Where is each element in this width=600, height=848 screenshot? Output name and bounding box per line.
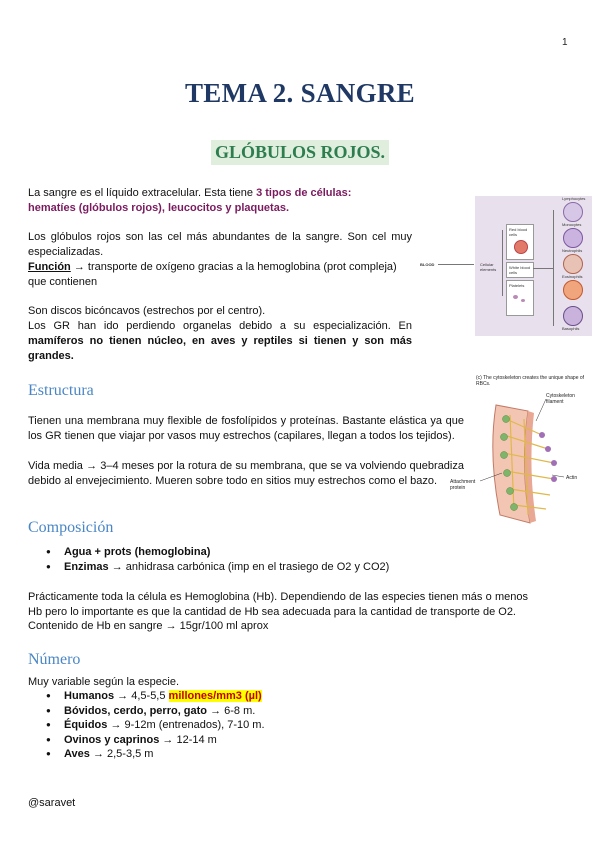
- funcion-paragraph: [28, 260, 412, 290]
- funcion-text: → transporte de oxígeno gracias a la hemoglobina (prot compleja) que contienen: [28, 261, 397, 288]
- numero-list: [28, 689, 265, 762]
- numero-intro: Muy variable según la especie.: [28, 676, 180, 688]
- composicion-list: [28, 545, 389, 574]
- intro-p1-text: La sangre es el líquido extracelular. Esta tiene: [28, 187, 257, 199]
- fig1-l3: Neutrophils: [562, 248, 583, 253]
- intro-paragraph-1: [28, 186, 388, 216]
- fig1-connector: [438, 264, 474, 265]
- composicion-item-text: → anhidrasa carbónica (imp en el trasiego de O2 y CO2): [108, 560, 390, 573]
- fig1-red-label: Red blood cells: [509, 227, 528, 237]
- cytoskeleton-figure: [450, 375, 590, 525]
- page-number: 1: [562, 37, 568, 48]
- platelet-icon: [521, 299, 525, 302]
- list-item: [64, 747, 265, 762]
- page-title: TEMA 2. SANGRE: [185, 78, 415, 108]
- fig1-branch-line: [502, 230, 503, 296]
- numero-item-text: → 4,5-5,5: [114, 690, 169, 702]
- composicion-paragraph-2: Contenido de Hb en sangre → 15gr/100 ml aprox: [28, 620, 269, 632]
- footer-handle: @saravet: [28, 797, 76, 809]
- intro-p4-bold: mamíferos no tienen núcleo, en aves y reptiles si tienen y son más grandes.: [28, 335, 412, 362]
- list-item: [64, 560, 389, 575]
- fig1-red-box: [506, 224, 534, 260]
- intro-paragraph-3: Son discos bicóncavos (estrechos por el centro).: [28, 305, 266, 317]
- numero-item-bold: Aves: [64, 748, 90, 760]
- section-subtitle: GLÓBULOS ROJOS.: [211, 140, 389, 165]
- composicion-paragraph-1: Prácticamente toda la célula es Hemoglobina (Hb). Dependiendo de las especies tienen más o menos Hb pero lo importante es que la cantidad de Hb sea adecuada para la cantidad de transporte de O2.: [28, 591, 528, 618]
- numero-item-bold: Bóvidos, cerdo, perro, gato: [64, 704, 208, 717]
- cytoskeleton-diagram-icon: [450, 375, 590, 525]
- subtitle-wrap: [0, 140, 600, 165]
- numero-item-text: → 9-12m (entrenados), 7-10 m.: [107, 719, 265, 731]
- funcion-label: Función: [28, 261, 71, 273]
- intro-p1-highlight: 3 tipos de células: hematíes (glóbulos rojos), leucocitos y plaquetas.: [28, 187, 352, 214]
- neutrophil-icon: [563, 254, 583, 274]
- estructura-paragraph-1: Tienen una membrana muy flexible de fosfolípidos y proteínas. Bastante elástica ya que los GR tienen que viajar por vasos muy estrechos (capilares, llegan a todos los tejidos).: [28, 415, 464, 442]
- numero-heading: Número: [28, 651, 81, 668]
- fig1-l5: Basophils: [562, 326, 580, 331]
- list-item: [64, 733, 265, 748]
- composicion-item-bold: Agua + prots (hemoglobina): [64, 546, 211, 558]
- numero-item-highlight: millones/mm3 (µl): [168, 690, 262, 702]
- platelet-icon: [513, 295, 518, 299]
- fig1-white-connector: [533, 268, 553, 269]
- numero-item-text: → 12-14 m: [159, 733, 217, 746]
- fig1-l4: Eosinophils: [562, 274, 583, 279]
- eosinophil-icon: [563, 280, 583, 300]
- intro-paragraph-2: Los glóbulos rojos son las cel más abundantes de la sangre. Son cel muy especializadas.: [28, 231, 412, 258]
- fig1-l2: Monocytes: [562, 222, 582, 227]
- list-item: [64, 545, 389, 560]
- fig1-white-branch: [553, 210, 554, 326]
- monocyte-icon: [563, 228, 583, 248]
- estructura-heading: Estructura: [28, 382, 94, 399]
- list-item: [64, 704, 265, 719]
- fig2-caption: (c) The cytoskeleton creates the unique shape of RBCs.: [476, 375, 585, 387]
- numero-item-bold: Équidos: [64, 719, 108, 731]
- red-cell-icon: [514, 240, 528, 254]
- estructura-paragraph-2: Vida media → 3–4 meses por la rotura de su membrana, que se va volviendo quebradiza debido al envejecimiento. Mueren sobre todo en sitios muy estrechos como el bazo.: [28, 460, 464, 487]
- fig1-cellular-label: Cellular elements: [480, 262, 497, 272]
- fig2-actin-label: Actin: [566, 475, 578, 481]
- composicion-heading: Composición: [28, 519, 114, 536]
- numero-item-bold: Ovinos y caprinos: [64, 733, 160, 746]
- numero-item-text: → 6-8 m.: [207, 704, 256, 717]
- fig1-white-label: White blood cells: [509, 265, 531, 275]
- basophil-icon: [563, 306, 583, 326]
- intro-p4-text: Los GR han ido perdiendo organelas debido a su especialización. En: [28, 320, 412, 332]
- blood-composition-figure: [420, 196, 592, 336]
- fig2-cytoskeleton-label: Cytoskeleton filament: [546, 393, 575, 405]
- list-item: [64, 689, 265, 704]
- fig1-white-box: [506, 262, 534, 278]
- fig1-l1: Lymphocytes: [562, 196, 586, 201]
- numero-item-bold: Humanos: [64, 690, 115, 702]
- fig1-platelets-label: Platelets: [509, 283, 525, 288]
- fig2-attachment-label: Attachment protein: [450, 479, 476, 491]
- composicion-item-bold: Enzimas: [64, 560, 109, 573]
- intro-paragraph-4: [28, 319, 412, 364]
- numero-item-text: → 2,5-3,5 m: [89, 748, 154, 760]
- fig1-platelets-box: [506, 280, 534, 316]
- lymphocyte-icon: [563, 202, 583, 222]
- list-item: [64, 718, 265, 733]
- fig1-blood-label: BLOOD: [420, 262, 435, 267]
